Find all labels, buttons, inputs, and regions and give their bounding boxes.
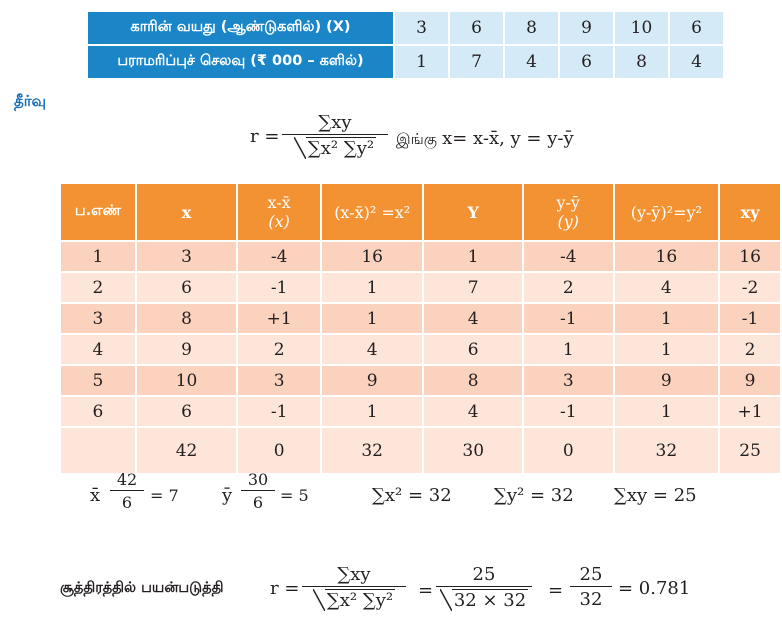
total-x2: 32 <box>321 427 424 474</box>
cell: 3 <box>60 303 136 334</box>
col-header-x2: (x-x̄)² =x² <box>321 183 424 241</box>
cell <box>60 427 136 474</box>
cell: 9 <box>614 365 720 396</box>
solution-heading: தீர்வு <box>14 92 46 110</box>
formula-lhs: r = <box>250 126 280 147</box>
data-row-cost <box>87 45 724 79</box>
table-row <box>60 272 781 303</box>
cell: +1 <box>719 396 781 427</box>
total-x: 42 <box>136 427 237 474</box>
cell: 2 <box>237 334 321 365</box>
cell: 4 <box>669 45 724 79</box>
cell: 7 <box>423 272 523 303</box>
cell: 8 <box>504 11 559 45</box>
cell: -1 <box>237 272 321 303</box>
cell: 4 <box>423 303 523 334</box>
final-label: சூத்திரத்தில் பயன்படுத்தி <box>60 580 224 596</box>
cell: 10 <box>614 11 669 45</box>
final-result: = 0.781 <box>618 578 691 599</box>
cell: 1 <box>60 241 136 272</box>
cell: 1 <box>321 396 424 427</box>
cell: 1 <box>614 303 720 334</box>
col-header-x: x <box>136 183 237 241</box>
table-row <box>60 334 781 365</box>
final-den-2: 32 × 32 <box>453 590 527 611</box>
cell: 1 <box>423 241 523 272</box>
cell: 10 <box>136 365 237 396</box>
final-num-2: 25 <box>436 564 532 587</box>
data-table <box>86 10 725 80</box>
cell: -4 <box>237 241 321 272</box>
header-line: (x) <box>268 212 290 231</box>
header-line: (y) <box>557 212 579 231</box>
col-header-dev-y <box>523 183 614 241</box>
xbar-result: = 7 <box>150 486 179 505</box>
cell: +1 <box>237 303 321 334</box>
total-y: 30 <box>423 427 523 474</box>
row-header-cost: பராமரிப்புச் செலவு (₹ 000 – களில்) <box>87 45 394 79</box>
cell: 3 <box>136 241 237 272</box>
cell: 6 <box>60 396 136 427</box>
ybar-den: 6 <box>252 493 264 512</box>
cell: 4 <box>614 272 720 303</box>
ybar-num: 30 <box>241 470 275 491</box>
cell: -2 <box>719 272 781 303</box>
final-fraction-1 <box>302 564 406 611</box>
cell: 2 <box>719 334 781 365</box>
where-label: இங்கு <box>396 130 437 148</box>
cell: 1 <box>614 334 720 365</box>
final-fraction-2 <box>436 564 532 611</box>
cell: 4 <box>321 334 424 365</box>
header-line: x-x̄ <box>267 193 291 212</box>
row-header-age: காரின் வயது (ஆண்டுகளில்) (X) <box>87 11 394 45</box>
cell: -1 <box>237 396 321 427</box>
cell: 6 <box>449 11 504 45</box>
computation-table <box>59 182 782 475</box>
cell: 6 <box>423 334 523 365</box>
final-num-3: 25 <box>570 564 612 587</box>
total-y2: 32 <box>614 427 720 474</box>
xbar-fraction <box>110 470 144 512</box>
cell: 1 <box>394 45 449 79</box>
cell: 7 <box>449 45 504 79</box>
table-row <box>60 396 781 427</box>
cell: 8 <box>423 365 523 396</box>
cell: 2 <box>60 272 136 303</box>
totals-row <box>60 427 781 474</box>
cell: -1 <box>523 396 614 427</box>
col-header-y2: (y-ȳ)²=y² <box>614 183 720 241</box>
cell: 16 <box>719 241 781 272</box>
sum-x2: ∑x² = 32 <box>372 485 452 506</box>
col-header-dev-x <box>237 183 321 241</box>
final-den-3: 32 <box>579 589 603 610</box>
cell: 8 <box>614 45 669 79</box>
final-eq-1: = <box>418 580 434 601</box>
cell: 6 <box>559 45 614 79</box>
cell: 3 <box>237 365 321 396</box>
final-eq-2: = <box>548 580 564 601</box>
formula-numerator: ∑xy <box>282 112 388 135</box>
cell: 8 <box>136 303 237 334</box>
total-dev-x: 0 <box>237 427 321 474</box>
formula-fraction <box>282 112 388 159</box>
cell: 4 <box>504 45 559 79</box>
table-row <box>60 241 781 272</box>
ybar-symbol: ȳ <box>222 485 233 506</box>
header-line: y-ȳ <box>556 193 580 212</box>
formula-where <box>396 128 574 150</box>
cell: 9 <box>719 365 781 396</box>
sum-xy: ∑xy = 25 <box>614 485 697 506</box>
final-den-1: ∑x² ∑y² <box>326 590 394 611</box>
cell: 9 <box>559 11 614 45</box>
ybar-result: = 5 <box>280 486 309 505</box>
formula-denominator: ∑x² ∑y² <box>307 138 375 159</box>
cell: 5 <box>60 365 136 396</box>
cell: 9 <box>136 334 237 365</box>
cell: 6 <box>136 272 237 303</box>
cell: -1 <box>523 303 614 334</box>
cell: 16 <box>614 241 720 272</box>
cell: 1 <box>614 396 720 427</box>
ybar-fraction <box>241 470 275 512</box>
table-row <box>60 365 781 396</box>
cell: 4 <box>60 334 136 365</box>
cell: 2 <box>523 272 614 303</box>
cell: 6 <box>136 396 237 427</box>
col-header-sno: ப.எண் <box>60 183 136 241</box>
table-row <box>60 303 781 334</box>
cell: 1 <box>321 272 424 303</box>
final-num-1: ∑xy <box>302 564 406 587</box>
sum-y2: ∑y² = 32 <box>494 485 574 506</box>
xbar-den: 6 <box>121 493 133 512</box>
xbar-num: 42 <box>110 470 144 491</box>
cell: 3 <box>394 11 449 45</box>
cell: 16 <box>321 241 424 272</box>
cell: 6 <box>669 11 724 45</box>
final-fraction-3 <box>570 564 612 610</box>
cell: 1 <box>523 334 614 365</box>
cell: 1 <box>321 303 424 334</box>
cell: 4 <box>423 396 523 427</box>
cell: 3 <box>523 365 614 396</box>
data-row-age <box>87 11 724 45</box>
cell: -1 <box>719 303 781 334</box>
final-lhs: r = <box>270 578 300 599</box>
col-header-y: Y <box>423 183 523 241</box>
cell: -4 <box>523 241 614 272</box>
total-xy: 25 <box>719 427 781 474</box>
total-dev-y: 0 <box>523 427 614 474</box>
xbar-symbol: x̄ <box>90 485 101 506</box>
col-header-xy: xy <box>719 183 781 241</box>
header-row <box>60 183 781 241</box>
where-expression: x= x-x̄, y = y-ȳ <box>442 128 574 149</box>
cell: 9 <box>321 365 424 396</box>
